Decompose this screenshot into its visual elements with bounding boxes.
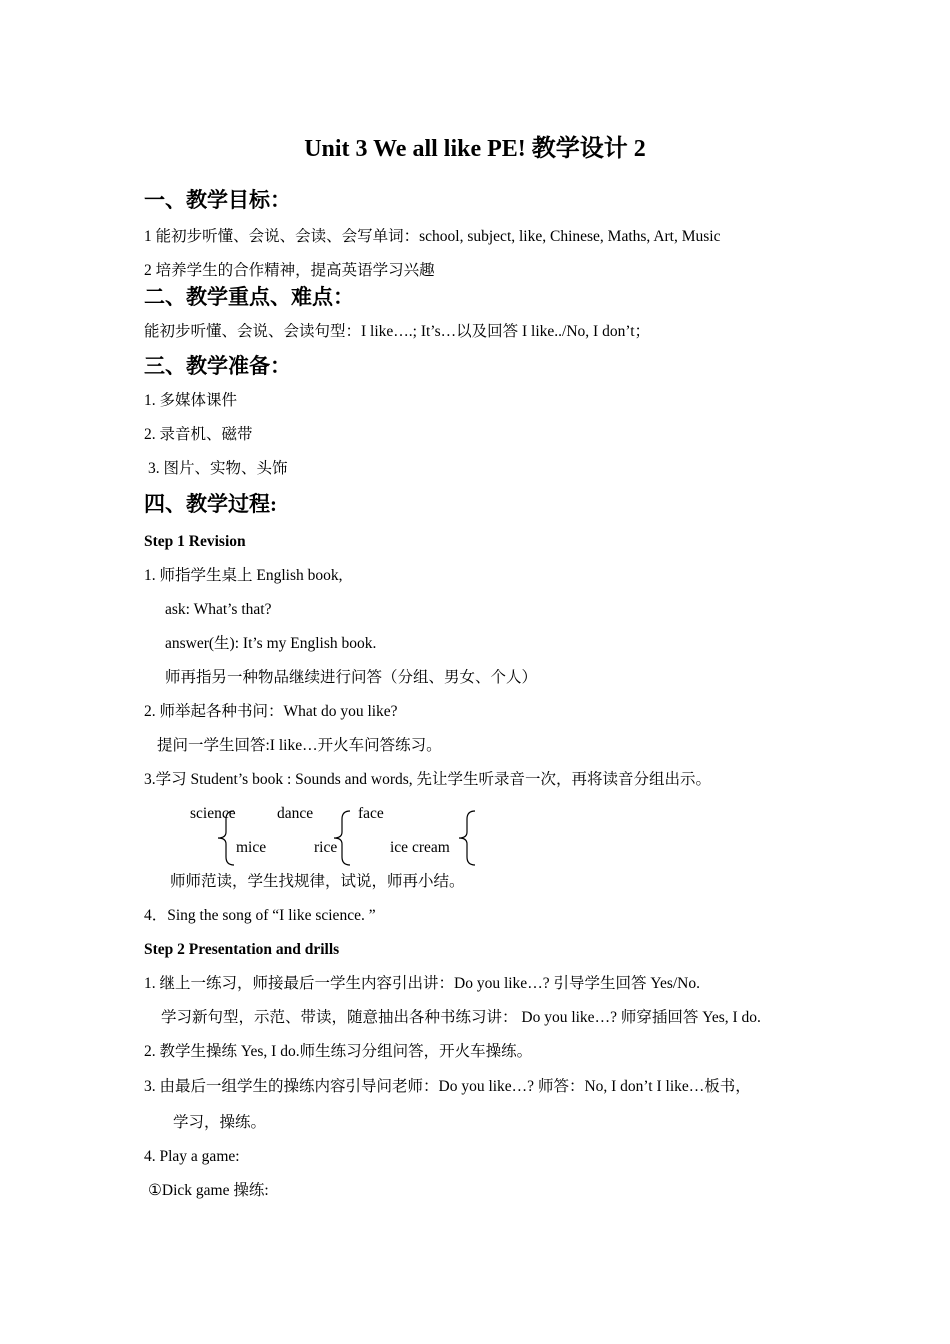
step2-line-3: 2. 教学生操练 Yes, I do.师生练习分组问答，开火车操练。	[144, 1043, 533, 1060]
step1-line-5: 2. 师举起各种书问：What do you like?	[144, 703, 398, 720]
step1-line-1: 1. 师指学生桌上 English book,	[144, 567, 343, 584]
preparation-item-1: 1. 多媒体课件	[144, 392, 238, 409]
step1-song: 4．Sing the song of “I like science. ”	[144, 907, 376, 924]
word-face: face	[358, 805, 384, 822]
brace-icon	[457, 810, 477, 866]
word-ice-cream: ice cream	[390, 839, 450, 856]
brace-icon	[216, 810, 236, 866]
step2-line-1: 1. 继上一练习，师接最后一学生内容引出讲：Do you like…? 引导学生回答 Yes/No.	[144, 975, 700, 992]
key-point-item-1: 能初步听懂、会说、会读句型：I like….; It’s…以及回答 I like../No, I don’t；	[144, 323, 651, 340]
step1-title: Step 1 Revision	[144, 533, 246, 550]
word-science: science	[190, 805, 236, 822]
step2-line-2: 学习新句型，示范、带读，随意抽出各种书练习讲： Do you like…? 师穿插回答 Yes, I do.	[161, 1009, 761, 1026]
word-dance: dance	[277, 805, 314, 822]
objectives-heading: 一、教学目标：	[144, 188, 291, 212]
preparation-item-3: 3. 图片、实物、头饰	[148, 460, 288, 477]
word-rice: rice	[314, 839, 338, 856]
step2-line-7: ①Dick game 操练:	[148, 1182, 269, 1199]
step1-line-3: answer(生): It’s my English book.	[165, 635, 377, 652]
objective-item-1: 1 能初步听懂、会说、会读、会写单词：school, subject, like, Chinese, Maths, Art, Music	[144, 228, 721, 245]
page-title: Unit 3 We all like PE! 教学设计 2	[304, 136, 646, 162]
step1-line-2: ask: What’s that?	[165, 601, 272, 618]
key-points-heading: 二、教学重点、难点：	[144, 285, 354, 309]
process-heading: 四、教学过程:	[144, 492, 277, 516]
brace-icon	[332, 810, 352, 866]
objective-item-2: 2 培养学生的合作精神，提高英语学习兴趣	[144, 262, 435, 279]
step2-title: Step 2 Presentation and drills	[144, 941, 340, 958]
step1-line-6: 提问一学生回答:I like…开火车问答练习。	[157, 737, 442, 754]
step1-after-words: 师师范读，学生找规律，试说，师再小结。	[170, 873, 465, 890]
word-mice: mice	[236, 839, 267, 856]
step1-line-4: 师再指另一种物品继续进行问答（分组、男女、个人）	[165, 669, 538, 686]
step2-line-4: 3. 由最后一组学生的操练内容引导问老师：Do you like…? 师答：No, I don’t I like…板书，	[144, 1078, 751, 1095]
preparation-item-2: 2. 录音机、磁带	[144, 426, 253, 443]
preparation-heading: 三、教学准备：	[144, 354, 291, 378]
step2-line-5: 学习，操练。	[173, 1114, 267, 1131]
step2-line-6: 4. Play a game:	[144, 1148, 240, 1165]
step1-line-7: 3.学习 Student’s book : Sounds and words, 先让学生听录音一次，再将读音分组出示。	[144, 771, 712, 788]
